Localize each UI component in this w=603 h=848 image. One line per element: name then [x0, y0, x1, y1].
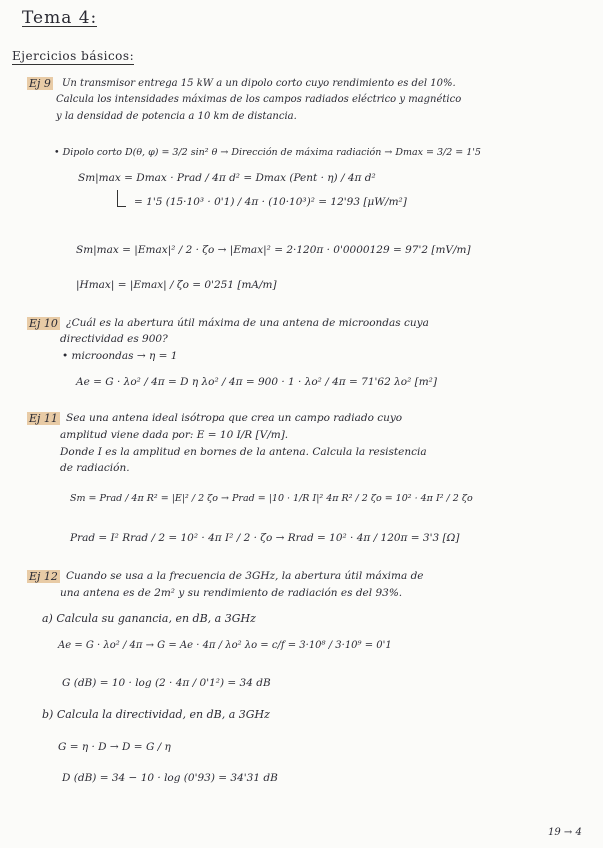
- exercise-11-power-equation: Sm = Prad / 4π R² = |E|² / 2 ζo → Prad = |10 · 1/R I|² 4π R² / 2 ζo = 10² · 4π I² / 2 ζo: [70, 493, 473, 504]
- exercise-12-label: Ej 12: [29, 570, 58, 583]
- exercise-9-electric-field: Sm|max = |Emax|² / 2 · ζo → |Emax|² = 2·120π · 0'0000129 = 97'2 [mV/m]: [76, 244, 471, 256]
- exercise-11-statement-4: de radiación.: [60, 462, 130, 474]
- result-bracket-1: [117, 190, 126, 207]
- section-heading: Ejercicios básicos:: [12, 49, 135, 63]
- exercise-9-power-density-formula: Sm|max = Dmax · Prad / 4π d² = Dmax (Pent · η) / 4π d²: [78, 172, 376, 184]
- exercise-12-gain-db: G (dB) = 10 · log (2 · 4π / 0'1²) = 34 dB: [62, 677, 271, 689]
- exercise-9-directivity: • Dipolo corto D(θ, φ) = 3/2 sin² θ → Dirección de máxima radiación → Dmax = 3/2 = 1'5: [54, 147, 481, 158]
- exercise-9-power-density-value: = 1'5 (15·10³ · 0'1) / 4π · (10·10³)² = 12'93 [μW/m²]: [134, 196, 407, 208]
- exercise-11-statement-1: Sea una antena ideal isótropa que crea un campo radiado cuyo: [66, 412, 403, 424]
- exercise-11-label: Ej 11: [29, 412, 58, 425]
- exercise-10-label: Ej 10: [29, 317, 58, 330]
- exercise-11-statement-3: Donde I es la amplitud en bornes de la antena. Calcula la resistencia: [60, 446, 427, 458]
- exercise-10-statement-2: directividad es 900?: [60, 333, 168, 345]
- page-number: 19 → 4: [548, 827, 582, 838]
- page-title: Tema 4:: [22, 8, 98, 28]
- exercise-10-efficiency: • microondas → η = 1: [62, 350, 178, 362]
- exercise-9-statement-3: y la densidad de potencia a 10 km de distancia.: [56, 111, 297, 122]
- exercise-11-radiation-resistance: Prad = I² Rrad / 2 = 10² · 4π I² / 2 · ζo → Rrad = 10² · 4π / 120π = 3'3 [Ω]: [70, 532, 460, 544]
- exercise-9-magnetic-field: |Hmax| = |Emax| / ζo = 0'251 [mA/m]: [76, 279, 277, 291]
- exercise-12-statement-2: una antena es de 2m² y su rendimiento de radiación es del 93%.: [60, 587, 403, 599]
- exercise-9-statement-2: Calcula los intensidades máximas de los campos radiados eléctrico y magnético: [56, 94, 462, 105]
- exercise-12-statement-1: Cuando se usa a la frecuencia de 3GHz, la abertura útil máxima de: [66, 570, 424, 582]
- exercise-12-gain-formula: Ae = G · λo² / 4π → G = Ae · 4π / λo² λo = c/f = 3·10⁸ / 3·10⁹ = 0'1: [58, 640, 392, 651]
- exercise-10-statement-1: ¿Cuál es la abertura útil máxima de una antena de microondas cuya: [66, 317, 429, 329]
- exercise-12-part-b: b) Calcula la directividad, en dB, a 3GHz: [42, 708, 270, 721]
- exercise-12-directivity-db: D (dB) = 34 − 10 · log (0'93) = 34'31 dB: [62, 772, 278, 784]
- exercise-12-directivity-formula: G = η · D → D = G / η: [58, 741, 171, 753]
- exercise-10-aperture: Ae = G · λo² / 4π = D η λo² / 4π = 900 · 1 · λo² / 4π = 71'62 λo² [m²]: [76, 376, 437, 388]
- exercise-11-statement-2: amplitud viene dada por: E = 10 I/R [V/m].: [60, 429, 289, 441]
- exercise-9-statement-1: Un transmisor entrega 15 kW a un dipolo corto cuyo rendimiento es del 10%.: [62, 78, 456, 89]
- exercise-12-part-a: a) Calcula su ganancia, en dB, a 3GHz: [42, 612, 256, 625]
- exercise-9-label: Ej 9: [29, 77, 51, 90]
